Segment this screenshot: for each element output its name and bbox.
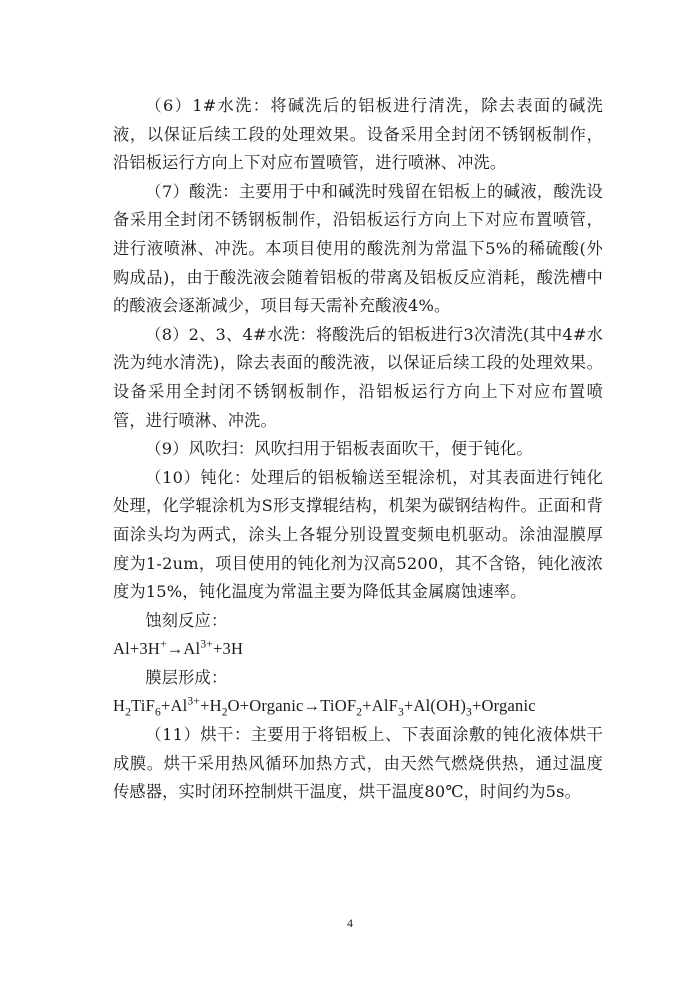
formula-part: +Organic [472,696,536,716]
formula-part: +Al [160,696,188,716]
formula-part: Al+3H [113,639,160,659]
formula-part: +3H [213,639,244,659]
formula-part: +Al(OH) [403,696,467,716]
formula-part: +AlF [362,696,398,716]
formula-superscript: 3+ [200,638,213,651]
paragraph-step-11: （11）烘干：主要用于将铝板上、下表面涂敷的钝化液体烘干成膜。烘干采用热风循环加热方式，由天然气燃烧供热，通过温度传感器，实时闭环控制烘干温度，烘干温度80℃，时间约为5s。 [113,725,603,802]
formula-part: O+Organic→TiOF [227,696,357,716]
paragraph-step-8: （8）2、3、4#水洗：将酸洗后的铝板进行3次清洗(其中4#水洗为纯水清洗)，除去表面的酸洗液，以保证后续工段的处理效果。设备采用全封闭不锈钢板制作，沿铝板运行方向上下对应布置喷管，进行喷淋、冲洗。 [113,324,603,430]
formula-part: TiF [131,696,155,716]
paragraph-step-10: （10）钝化：处理后的铝板输送至辊涂机，对其表面进行钝化处理，化学辊涂机为S形支撑辊结构，机架为碳钢结构件。正面和背面涂头均为两式，涂头上各辊分别设置变频电机驱动。涂油湿膜厚度为1-2um，项目使用的钝化剂为汉高5200，其不含铬，钝化液浓度为15%，钝化温度为常温主要为降低其金属腐蚀速率。 [113,467,603,602]
formula-part: +H [200,696,222,716]
formula-subscript: 3 [398,706,404,719]
page-body [113,92,603,807]
paragraph-step-6: （6）1#水洗：将碱洗后的铝板进行清洗，除去表面的碱洗液，以保证后续工段的处理效果。设备采用全封闭不锈钢板制作，沿铝板运行方向上下对应布置喷管，进行喷淋、冲洗。 [113,96,603,173]
paragraph-step-7: （7）酸洗：主要用于中和碱洗时残留在铝板上的碱液，酸洗设备采用全封闭不锈钢板制作，沿铝板运行方向上下对应布置喷管，进行液喷淋、冲洗。本项目使用的酸洗剂为常温下5%的稀硫酸(外购成品)，由于酸洗液会随着铝板的带离及铝板反应消耗，酸洗槽中的酸液会逐渐减少，项目每天需补充酸液4%。 [113,181,603,316]
etching-reaction-equation [113,635,603,664]
formula-subscript: 2 [125,706,132,719]
formula-part: →Al [166,639,201,659]
formula-superscript: + [159,638,167,651]
page-number: 4 [347,916,353,930]
formula-subscript: 6 [154,706,161,719]
paragraph-step-9: （9）风吹扫：风吹扫用于铝板表面吹干，便于钝化。 [145,439,533,459]
film-formation-label: 膜层形成： [145,667,228,687]
formula-superscript: 3+ [187,695,201,708]
etching-reaction-label: 蚀刻反应： [145,610,228,630]
formula-subscript: 3 [466,706,472,719]
film-formation-equation [113,692,603,721]
formula-subscript: 2 [221,706,228,719]
formula-part: H [113,696,126,716]
formula-subscript: 2 [356,706,363,719]
